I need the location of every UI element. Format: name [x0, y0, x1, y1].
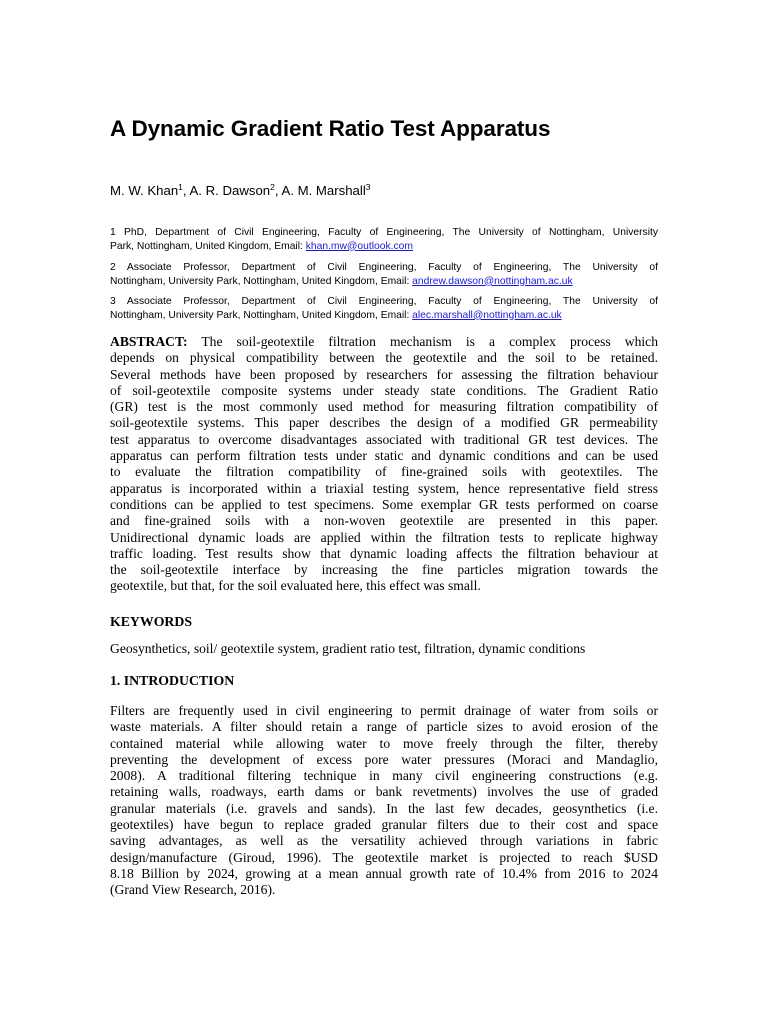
author-name: M. W. Khan	[110, 183, 179, 198]
abstract-line: depends on physical compatibility between the geotextile and the soil to be retained.	[110, 350, 658, 366]
author-list: M. W. Khan$^1$, A. R. Dawson$^2$, A. M. Marshall$^3$	[110, 182, 371, 198]
abstract-line: apparatus is incorporated within a triaxial testing system, hence representative field stress	[110, 480, 658, 496]
affiliation-line: 3 Associate Professor, Department of Civil Engineering, Faculty of Engineering, The University of	[110, 296, 658, 307]
abstract-line: soil-geotextile systems. This paper describes the design of a modified GR permeability	[110, 415, 658, 431]
abstract-line: Unidirectional dynamic loads are applied within the filtration tests to replicate highway	[110, 529, 658, 545]
intro-line: Filters are frequently used in civil engineering to permit drainage of water from soils or	[110, 703, 658, 718]
abstract-line: Several methods have been proposed by researchers for assessing the filtration behaviour	[110, 366, 658, 382]
affiliation-line: 2 Associate Professor, Department of Civil Engineering, Faculty of Engineering, The University of	[110, 262, 658, 273]
email-link[interactable]: khan.mw@outlook.com	[305, 240, 413, 252]
paper-title: A Dynamic Gradient Ratio Test Apparatus	[110, 116, 551, 141]
intro-line: preventing the development of excess pore water pressures (Moraci and Mandaglio,	[110, 751, 658, 767]
author-affiliation-mark: 3	[365, 182, 371, 192]
affiliation-1	[110, 226, 658, 253]
intro-line: design/manufacture (Giroud, 1996). The geotextile market is projected to reach $USD	[110, 849, 658, 865]
intro-line: (Grand View Research, 2016).	[110, 882, 276, 898]
abstract-line: the soil-geotextile interface by increasing the fine particles migration towards the	[110, 562, 658, 578]
affiliation-line: Nottingham, University Park, Nottingham, United Kingdom, Email:	[110, 275, 413, 287]
keywords-text: Geosynthetics, soil/ geotextile system, gradient ratio test, filtration, dynamic conditions	[110, 641, 586, 656]
email-link[interactable]: alec.marshall@nottingham.ac.uk	[412, 309, 562, 321]
intro-line: saving advantages, as well as the versatility achieved through variations in fabric	[110, 833, 658, 849]
abstract-line: to evaluate the filtration compatibility of fine-grained soils with geotextiles. The	[110, 464, 658, 480]
affiliation-line: Nottingham, University Park, Nottingham, United Kingdom, Email:	[110, 309, 413, 321]
abstract-line: of soil-geotextile composite systems under steady state conditions. The Gradient Ratio	[110, 382, 658, 398]
author-name: A. M. Marshall	[281, 183, 366, 198]
keywords-heading: KEYWORDS	[110, 614, 193, 629]
abstract-line: traffic loading. Test results show that dynamic loading affects the filtration behaviour at	[110, 545, 658, 561]
author-name: A. R. Dawson	[189, 183, 271, 198]
author-affiliation-mark: 2	[270, 182, 275, 192]
affiliation-3	[110, 295, 658, 322]
abstract-line: test apparatus to overcome disadvantages associated with traditional GR test devices. The	[110, 431, 658, 447]
intro-line: contained material while allowing water to move freely through the filter, thereby	[110, 735, 658, 751]
abstract-line: apparatus can perform filtration tests under static and dynamic conditions and can be used	[110, 448, 658, 464]
intro-line: geotextiles) have begun to replace graded granular filters due to their cost and space	[110, 817, 658, 833]
abstract-line: geotextile, but that, for the soil evaluated here, this effect was small.	[110, 578, 481, 594]
author-affiliation-mark: 1	[178, 182, 183, 192]
intro-line: granular materials (i.e. gravels and sands). In the last few decades, geosynthetics (i.e.	[110, 800, 658, 816]
introduction-body	[110, 703, 658, 899]
affiliation-2	[110, 261, 658, 288]
intro-line: retaining walls, roadways, earth dams or bank revetments) involves the use of graded	[110, 784, 658, 800]
abstract	[110, 334, 658, 595]
abstract-line: (GR) test is the most commonly used method for measuring filtration compatibility of	[110, 399, 658, 415]
introduction-heading: 1. INTRODUCTION	[110, 673, 235, 688]
abstract-line: conditions can be applied to test specimens. Some exemplar GR tests performed on coarse	[110, 496, 658, 512]
affiliation-line: Park, Nottingham, United Kingdom, Email:	[110, 240, 306, 252]
abstract-line: The soil-geotextile filtration mechanism is a complex process which	[187, 334, 658, 349]
intro-line: waste materials. A filter should retain a range of particle sizes to avoid erosion of the	[110, 719, 658, 735]
abstract-label: ABSTRACT:	[110, 334, 188, 349]
abstract-line: and fine-grained soils with a non-woven geotextile are presented in this paper.	[110, 513, 658, 529]
intro-line: 2008). A traditional filtering technique in many civil engineering constructions (e.g.	[110, 768, 658, 784]
intro-line: 8.18 Billion by 2024, growing at a mean annual growth rate of 10.4% from 2016 to 2024	[110, 865, 658, 881]
email-link[interactable]: andrew.dawson@nottingham.ac.uk	[412, 275, 573, 287]
affiliation-line: 1 PhD, Department of Civil Engineering, Faculty of Engineering, The University of Nottingham, University	[110, 227, 658, 238]
